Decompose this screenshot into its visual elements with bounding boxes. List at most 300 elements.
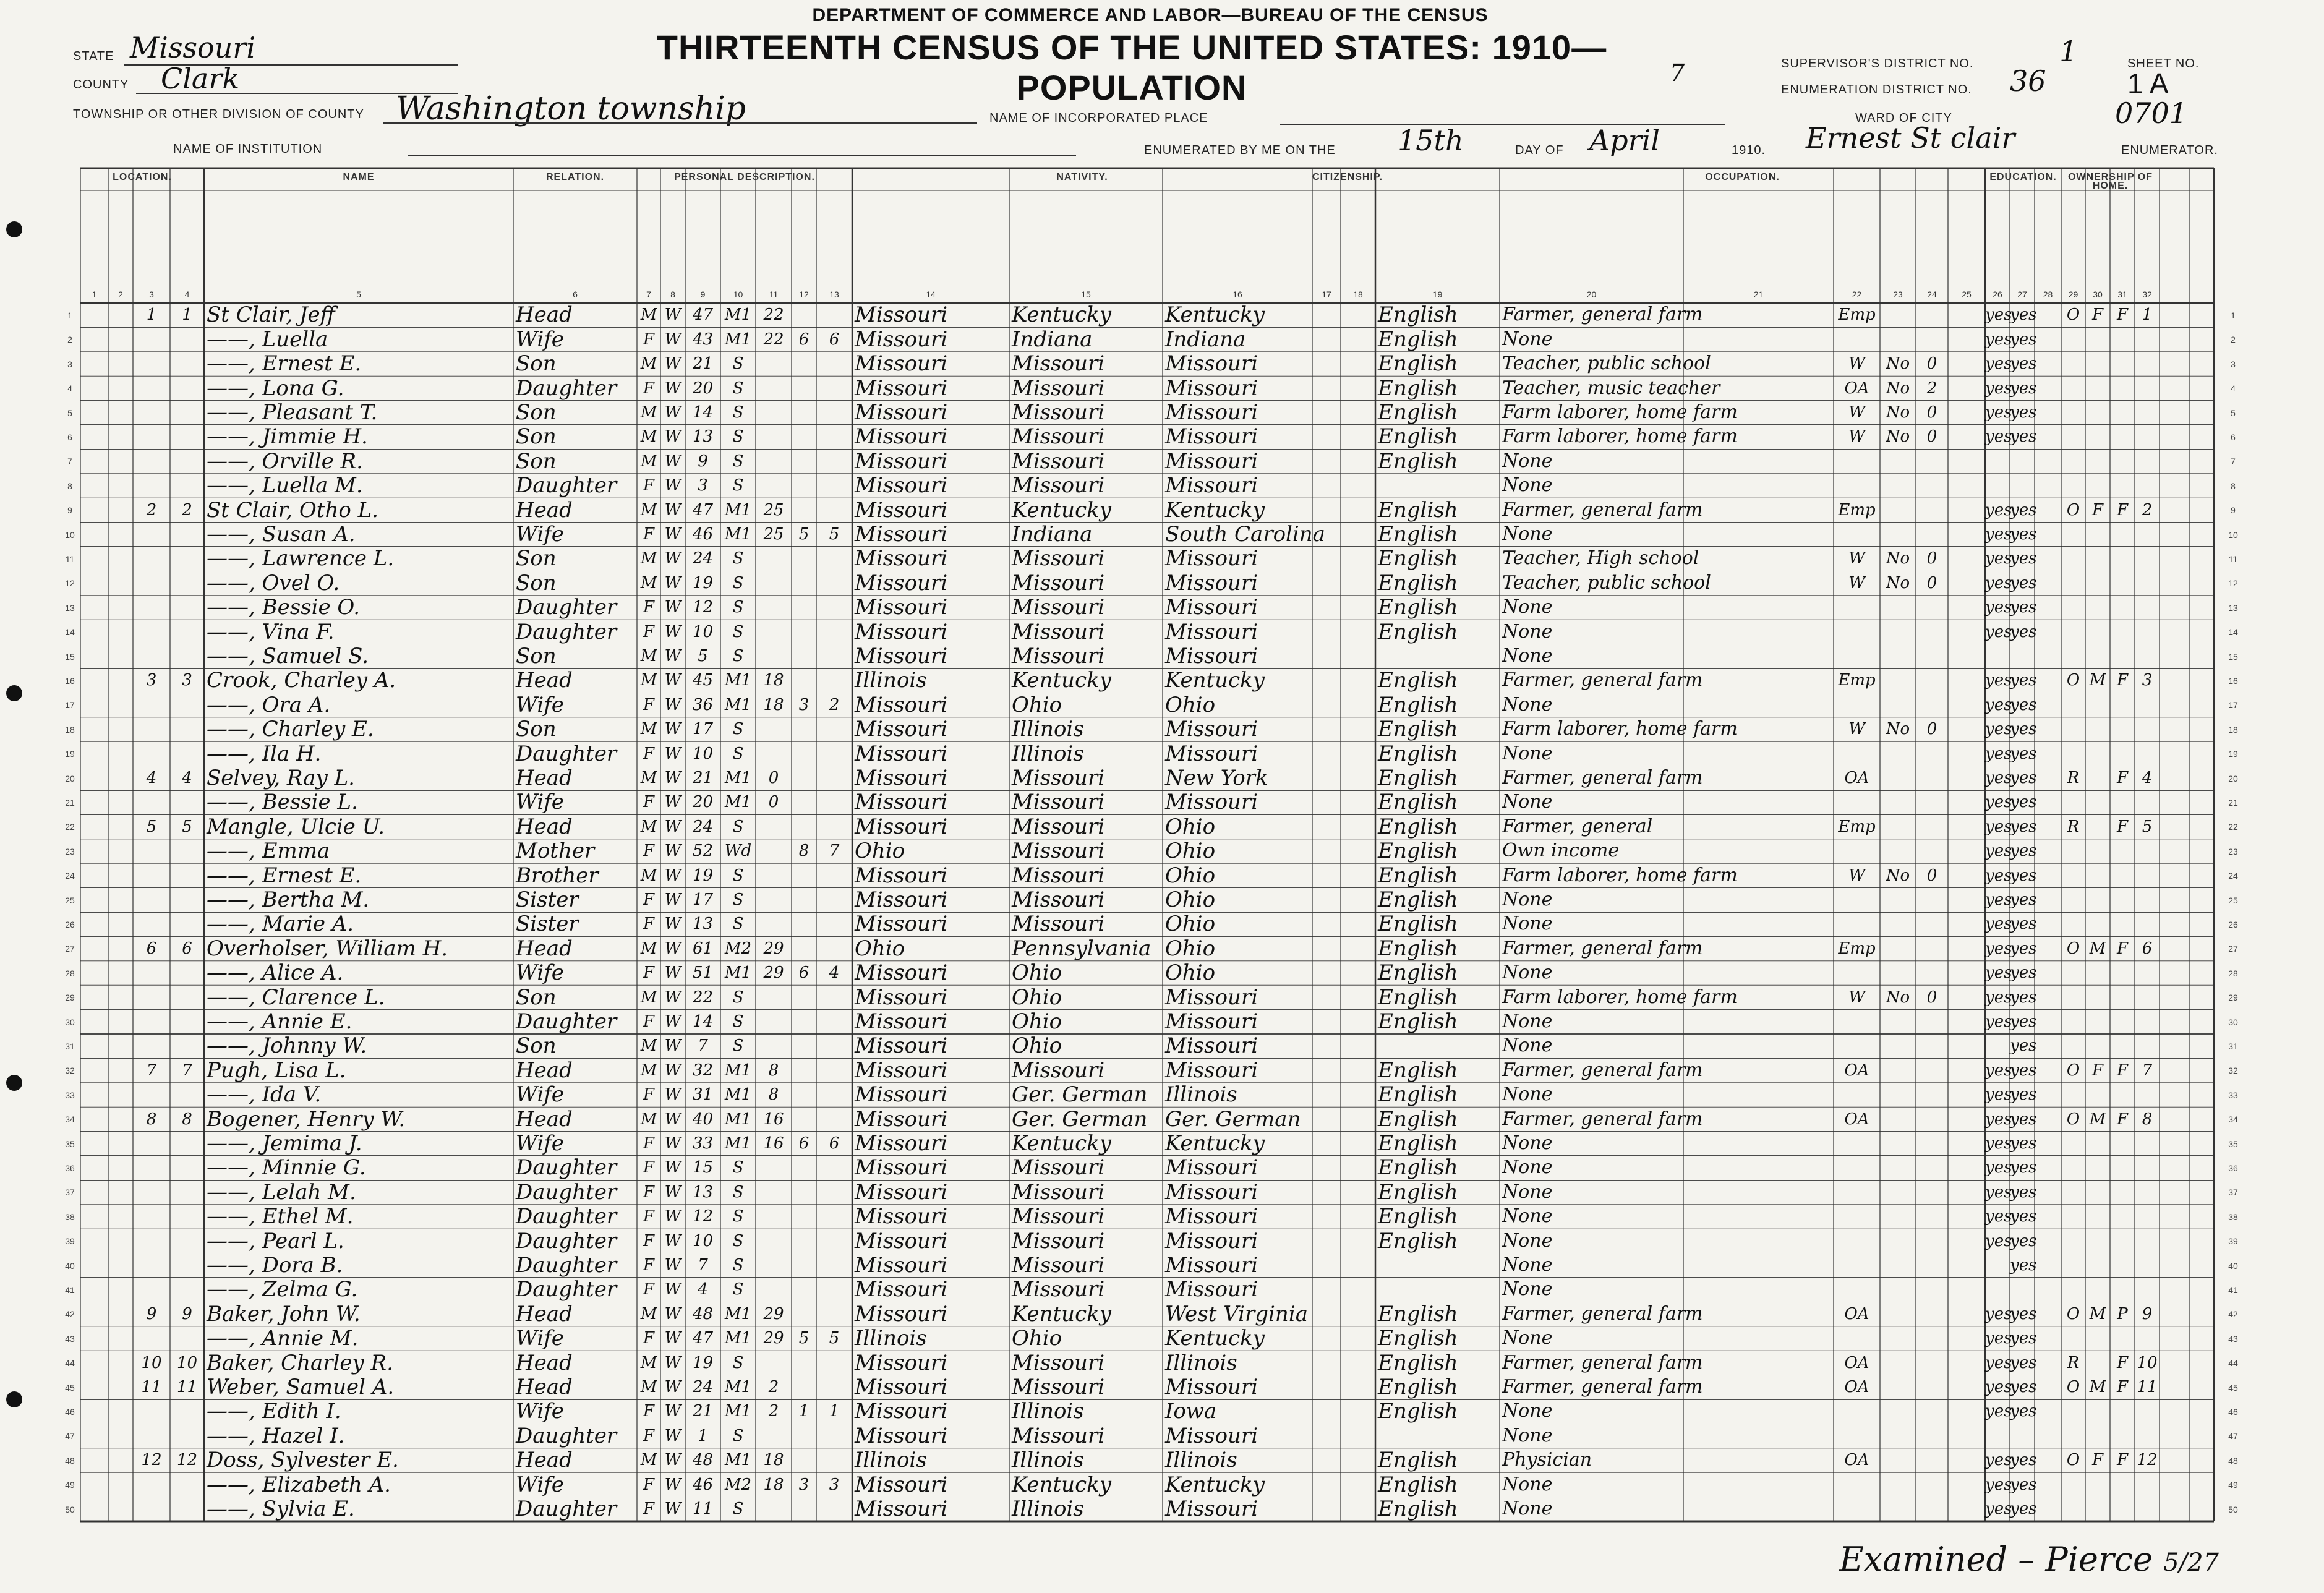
entry-mpob: Missouri bbox=[1165, 375, 1258, 401]
entry-age: 46 bbox=[692, 1475, 714, 1494]
entry-rd: yes bbox=[1985, 1182, 2012, 1202]
entry-name: St Clair, Jeff bbox=[207, 302, 335, 328]
entry-trade: Farmer, general farm bbox=[1502, 669, 1703, 691]
entry-pob: Missouri bbox=[855, 1350, 948, 1375]
entry-pob: Missouri bbox=[855, 1375, 948, 1399]
entry-mpob: New York bbox=[1165, 766, 1268, 790]
entry-rd: yes bbox=[1985, 1402, 2012, 1421]
entry-name: ——, Susan A. bbox=[207, 522, 356, 547]
entry-age: 24 bbox=[692, 549, 714, 568]
entry-age: 13 bbox=[692, 1182, 714, 1202]
entry-rd: yes bbox=[1985, 622, 2012, 641]
entry-lang: English bbox=[1378, 1057, 1458, 1083]
column-number: 25 bbox=[1962, 289, 1972, 299]
row-number-right: 42 bbox=[2228, 1309, 2238, 1320]
entry-age: 15 bbox=[692, 1158, 714, 1177]
entry-name: Bogener, Henry W. bbox=[207, 1106, 406, 1132]
entry-fam: 10 bbox=[176, 1353, 198, 1372]
entry-wr: yes bbox=[2010, 988, 2037, 1007]
entry-trade: Farmer, general farm bbox=[1502, 498, 1703, 521]
entry-cls: W bbox=[1848, 720, 1865, 739]
entry-hf: F bbox=[2116, 817, 2129, 836]
entry-ow: No bbox=[1886, 378, 1910, 398]
row-number-left: 48 bbox=[65, 1455, 75, 1466]
entry-lang: English bbox=[1378, 1350, 1458, 1375]
entry-fpob: Kentucky bbox=[1012, 302, 1111, 328]
entry-ms: S bbox=[732, 1500, 744, 1518]
entry-mpob: Missouri bbox=[1165, 1277, 1258, 1302]
entry-yrs: 0 bbox=[768, 793, 779, 812]
entry-rd: yes bbox=[1985, 1353, 2012, 1372]
entry-trade: Farmer, general farm bbox=[1502, 1059, 1703, 1081]
entry-name: Mangle, Ulcie U. bbox=[207, 814, 385, 839]
entry-trade: None bbox=[1502, 523, 1553, 545]
row-number-left: 15 bbox=[65, 651, 75, 662]
entry-fpob: Kentucky bbox=[1012, 497, 1111, 523]
entry-wr: yes bbox=[2010, 1329, 2037, 1348]
entry-race: W bbox=[664, 1182, 681, 1202]
row-number-left: 5 bbox=[67, 408, 72, 418]
entry-rel: Head bbox=[516, 1448, 573, 1473]
entry-ms: M1 bbox=[724, 500, 752, 519]
column-number: 1 bbox=[92, 289, 97, 299]
entry-fpob: Missouri bbox=[1012, 766, 1105, 790]
row-number-left: 50 bbox=[65, 1504, 75, 1514]
entry-hf: F bbox=[2116, 1451, 2129, 1470]
entry-race: W bbox=[664, 963, 681, 983]
entry-name: ——, Ora A. bbox=[207, 692, 331, 717]
entry-wr: yes bbox=[2010, 769, 2037, 787]
entry-ow: No bbox=[1886, 866, 1910, 885]
entry-mf: M bbox=[2089, 939, 2106, 958]
entry-name: ——, Lelah M. bbox=[207, 1179, 356, 1205]
entry-yrs: 18 bbox=[763, 1451, 784, 1470]
entry-lang: English bbox=[1378, 863, 1458, 888]
entry-name: Selvey, Ray L. bbox=[207, 766, 355, 790]
entry-age: 33 bbox=[692, 1134, 714, 1153]
entry-rd: yes bbox=[1985, 427, 2012, 446]
column-number: 6 bbox=[573, 289, 578, 299]
column-group-occupation: OCCUPATION. bbox=[1705, 172, 1780, 182]
entry-pob: Missouri bbox=[855, 546, 948, 571]
entry-pob: Missouri bbox=[855, 863, 948, 888]
entry-rd: yes bbox=[1985, 1378, 2012, 1396]
entry-wr: yes bbox=[2010, 1500, 2037, 1518]
entry-sex: F bbox=[643, 915, 655, 934]
entry-sex: M bbox=[640, 500, 657, 519]
entry-name: ——, Jimmie H. bbox=[207, 424, 368, 450]
entry-cl: 5 bbox=[829, 525, 840, 544]
row-number-right: 27 bbox=[2228, 944, 2238, 954]
row-number-left: 2 bbox=[67, 335, 72, 345]
entry-race: W bbox=[664, 1158, 681, 1177]
entry-age: 10 bbox=[692, 744, 714, 763]
entry-ch: 8 bbox=[798, 842, 810, 861]
entry-pob: Missouri bbox=[855, 1106, 948, 1132]
row-number-right: 24 bbox=[2228, 871, 2238, 881]
entry-rel: Head bbox=[516, 1106, 573, 1132]
entry-age: 10 bbox=[692, 622, 714, 641]
entry-mf: M bbox=[2089, 1304, 2106, 1323]
entry-race: W bbox=[664, 842, 681, 861]
entry-ms: M1 bbox=[724, 1378, 752, 1396]
entry-lang: English bbox=[1378, 327, 1458, 352]
entry-yrs: 0 bbox=[768, 769, 779, 787]
entry-ch: 5 bbox=[798, 1329, 810, 1348]
entry-fs: 2 bbox=[2142, 500, 2153, 519]
entry-sex: F bbox=[643, 476, 655, 495]
entry-sex: F bbox=[643, 963, 655, 983]
column-number: 27 bbox=[2017, 289, 2027, 299]
entry-rd: yes bbox=[1985, 866, 2012, 885]
entry-pob: Missouri bbox=[855, 960, 948, 986]
entry-name: ——, Bessie L. bbox=[207, 790, 358, 815]
entry-sex: M bbox=[640, 1451, 657, 1470]
entry-ms: S bbox=[732, 890, 744, 909]
entry-ms: S bbox=[732, 1256, 744, 1275]
entry-sex: M bbox=[640, 1378, 657, 1396]
entry-race: W bbox=[664, 890, 681, 909]
entry-age: 3 bbox=[698, 476, 708, 495]
entry-name: ——, Charley E. bbox=[207, 717, 374, 742]
entry-trade: None bbox=[1502, 1400, 1553, 1422]
entry-lang: English bbox=[1378, 400, 1458, 425]
entry-fpob: Illinois bbox=[1012, 1399, 1084, 1424]
entry-sex: M bbox=[640, 866, 657, 885]
entry-fpob: Missouri bbox=[1012, 375, 1105, 401]
entry-own: O bbox=[2066, 500, 2080, 519]
entry-mf: M bbox=[2089, 1378, 2106, 1396]
entry-ms: M1 bbox=[724, 1451, 752, 1470]
entry-lang: English bbox=[1378, 887, 1458, 912]
entry-pob: Illinois bbox=[855, 1448, 927, 1473]
entry-rel: Head bbox=[516, 1301, 573, 1326]
entry-sex: M bbox=[640, 988, 657, 1007]
entry-fs: 12 bbox=[2137, 1451, 2158, 1470]
entry-mpob: Missouri bbox=[1165, 400, 1258, 425]
entry-name: Overholser, William H. bbox=[207, 936, 448, 961]
entry-rel: Daughter bbox=[516, 1228, 617, 1253]
row-number-right: 28 bbox=[2228, 968, 2238, 978]
entry-hf: P bbox=[2117, 1304, 2128, 1323]
entry-sex: F bbox=[643, 1158, 655, 1177]
entry-race: W bbox=[664, 744, 681, 763]
row-number-left: 40 bbox=[65, 1260, 75, 1271]
entry-wr: yes bbox=[2010, 403, 2037, 422]
entry-name: Doss, Sylvester E. bbox=[207, 1448, 399, 1473]
column-group-citizenship: CITIZENSHIP. bbox=[1312, 172, 1383, 182]
entry-pob: Missouri bbox=[855, 1131, 948, 1156]
entry-pob: Missouri bbox=[855, 375, 948, 401]
entry-wk: 0 bbox=[1926, 573, 1937, 592]
entry-name: ——, Lawrence L. bbox=[207, 546, 395, 571]
entry-ms: S bbox=[732, 915, 744, 934]
entry-cls: W bbox=[1848, 866, 1865, 885]
entry-rd: yes bbox=[1985, 403, 2012, 422]
entry-wk: 0 bbox=[1926, 354, 1937, 374]
entry-ms: M1 bbox=[724, 1061, 752, 1080]
row-number-right: 15 bbox=[2228, 651, 2238, 662]
entry-trade: None bbox=[1502, 791, 1553, 813]
entry-trade: None bbox=[1502, 620, 1553, 643]
entry-sex: F bbox=[643, 1426, 655, 1445]
entry-race: W bbox=[664, 671, 681, 690]
entry-wr: yes bbox=[2010, 305, 2037, 325]
column-number: 17 bbox=[1322, 289, 1331, 299]
entry-hf: F bbox=[2116, 1378, 2129, 1396]
entry-trade: None bbox=[1502, 1035, 1553, 1057]
entry-dw: 8 bbox=[146, 1109, 157, 1129]
entry-lang: English bbox=[1378, 375, 1458, 401]
entry-cls: OA bbox=[1844, 1109, 1869, 1129]
entry-mpob: Missouri bbox=[1165, 790, 1258, 815]
entry-race: W bbox=[664, 793, 681, 812]
entry-ms: S bbox=[732, 1158, 744, 1177]
entry-cls: Emp bbox=[1838, 817, 1876, 836]
row-number-right: 44 bbox=[2228, 1358, 2238, 1369]
entry-age: 21 bbox=[692, 769, 714, 787]
row-number-right: 22 bbox=[2228, 822, 2238, 832]
entry-fpob: Missouri bbox=[1012, 814, 1105, 839]
entry-ms: M1 bbox=[724, 963, 752, 983]
entry-mf: M bbox=[2089, 671, 2106, 690]
entry-ms: S bbox=[732, 1207, 744, 1226]
entry-pob: Missouri bbox=[855, 1033, 948, 1059]
entry-sex: M bbox=[640, 354, 657, 374]
entry-lang: English bbox=[1378, 1082, 1458, 1108]
entry-race: W bbox=[664, 695, 681, 714]
entry-lang: English bbox=[1378, 1131, 1458, 1156]
column-number: 29 bbox=[2068, 289, 2078, 299]
entry-fpob: Ohio bbox=[1012, 1009, 1062, 1034]
entry-age: 1 bbox=[698, 1426, 708, 1445]
entry-pob: Missouri bbox=[855, 717, 948, 742]
entry-mpob: Missouri bbox=[1165, 984, 1258, 1010]
entry-wr: yes bbox=[2010, 330, 2037, 349]
entry-yrs: 16 bbox=[763, 1134, 784, 1153]
row-number-right: 45 bbox=[2228, 1382, 2238, 1393]
row-number-left: 24 bbox=[65, 871, 75, 881]
row-number-left: 26 bbox=[65, 920, 75, 929]
entry-mpob: Iowa bbox=[1165, 1399, 1217, 1424]
entry-sex: F bbox=[643, 1182, 655, 1202]
entry-trade: None bbox=[1502, 1156, 1553, 1179]
entry-pob: Missouri bbox=[855, 644, 948, 668]
row-number-left: 6 bbox=[67, 432, 72, 442]
entry-own: O bbox=[2066, 1304, 2080, 1323]
entry-fpob: Missouri bbox=[1012, 619, 1105, 644]
entry-ms: S bbox=[732, 403, 744, 422]
entry-rel: Daughter bbox=[516, 1277, 617, 1302]
entry-rd: yes bbox=[1985, 963, 2012, 983]
entry-ms: S bbox=[732, 1231, 744, 1250]
entry-yrs: 22 bbox=[763, 305, 784, 325]
entry-ms: S bbox=[732, 1426, 744, 1445]
sheet-value: 1 A bbox=[2127, 67, 2169, 100]
entry-ms: M1 bbox=[724, 1402, 752, 1421]
entry-sex: F bbox=[643, 1475, 655, 1494]
entry-age: 9 bbox=[698, 451, 708, 471]
entry-race: W bbox=[664, 598, 681, 617]
entry-fpob: Kentucky bbox=[1012, 668, 1111, 693]
entry-rd: yes bbox=[1985, 598, 2012, 617]
state-value: Missouri bbox=[130, 31, 256, 64]
row-number-left: 39 bbox=[65, 1236, 75, 1247]
column-number: 10 bbox=[733, 289, 743, 299]
entry-rel: Sister bbox=[516, 912, 579, 937]
entry-age: 47 bbox=[692, 1329, 714, 1348]
entry-mpob: Ohio bbox=[1165, 887, 1216, 912]
entry-yrs: 8 bbox=[768, 1061, 779, 1080]
entry-race: W bbox=[664, 500, 681, 519]
entry-mpob: Missouri bbox=[1165, 1375, 1258, 1399]
entry-trade: None bbox=[1502, 693, 1553, 715]
entry-trade: None bbox=[1502, 1132, 1553, 1154]
entry-mpob: Missouri bbox=[1165, 1423, 1258, 1448]
row-number-right: 36 bbox=[2228, 1163, 2238, 1173]
entry-age: 47 bbox=[692, 305, 714, 325]
entry-own: R bbox=[2067, 769, 2080, 787]
entry-race: W bbox=[664, 1061, 681, 1080]
entry-rel: Mother bbox=[516, 839, 595, 864]
entry-trade: Farm laborer, home farm bbox=[1502, 425, 1738, 448]
entry-mpob: Missouri bbox=[1165, 1155, 1258, 1181]
entry-mf: M bbox=[2089, 1109, 2106, 1129]
entry-trade: Own income bbox=[1502, 840, 1620, 862]
entry-hf: F bbox=[2116, 1109, 2129, 1129]
entry-trade: None bbox=[1502, 1083, 1553, 1106]
entry-cls: W bbox=[1848, 354, 1865, 374]
row-number-left: 25 bbox=[65, 895, 75, 905]
entry-wr: yes bbox=[2010, 744, 2037, 763]
row-number-left: 29 bbox=[65, 993, 75, 1003]
entry-rel: Daughter bbox=[516, 619, 617, 644]
entry-pob: Missouri bbox=[855, 692, 948, 717]
entry-lang: English bbox=[1378, 1204, 1458, 1229]
entry-mf: F bbox=[2091, 305, 2104, 325]
examined-date: 5/27 bbox=[2163, 1548, 2219, 1577]
row-number-left: 22 bbox=[65, 822, 75, 832]
enumeration-value: 36 bbox=[2010, 64, 2046, 98]
entry-rel: Head bbox=[516, 302, 573, 328]
row-number-right: 3 bbox=[2231, 359, 2236, 369]
entry-age: 51 bbox=[692, 963, 714, 983]
entry-pob: Missouri bbox=[855, 814, 948, 839]
row-number-right: 20 bbox=[2228, 773, 2238, 784]
entry-trade: None bbox=[1502, 1205, 1553, 1228]
entry-hf: F bbox=[2116, 1353, 2129, 1372]
entry-cl: 5 bbox=[829, 1329, 840, 1348]
entry-ms: S bbox=[732, 378, 744, 398]
entry-race: W bbox=[664, 1402, 681, 1421]
row-number-left: 33 bbox=[65, 1090, 75, 1100]
entry-rel: Wife bbox=[516, 1326, 564, 1351]
entry-name: Baker, Charley R. bbox=[207, 1350, 393, 1375]
entry-pob: Missouri bbox=[855, 1155, 948, 1181]
row-number-right: 12 bbox=[2228, 578, 2238, 589]
entry-wr: yes bbox=[2010, 1158, 2037, 1177]
entry-wr: yes bbox=[2010, 378, 2037, 398]
entry-rel: Daughter bbox=[516, 1009, 617, 1034]
entry-pob: Missouri bbox=[855, 448, 948, 474]
entry-race: W bbox=[664, 1426, 681, 1445]
entry-rd: yes bbox=[1985, 769, 2012, 787]
entry-trade: None bbox=[1502, 328, 1553, 350]
column-number: 31 bbox=[2117, 289, 2127, 299]
entry-rd: yes bbox=[1985, 573, 2012, 592]
entry-own: R bbox=[2067, 817, 2080, 836]
entry-race: W bbox=[664, 720, 681, 739]
entry-wr: yes bbox=[2010, 1182, 2037, 1202]
entry-pob: Missouri bbox=[855, 473, 948, 498]
entry-rd: yes bbox=[1985, 720, 2012, 739]
entry-fs: 4 bbox=[2142, 769, 2153, 787]
entry-ch: 5 bbox=[798, 525, 810, 544]
entry-name: Weber, Samuel A. bbox=[207, 1375, 395, 1399]
entry-wr: yes bbox=[2010, 573, 2037, 592]
entry-mpob: Missouri bbox=[1165, 351, 1258, 377]
entry-fs: 1 bbox=[2142, 305, 2153, 325]
entry-wr: yes bbox=[2010, 793, 2037, 812]
entry-wr: yes bbox=[2010, 427, 2037, 446]
entry-cl: 7 bbox=[829, 842, 840, 861]
entry-ms: S bbox=[732, 573, 744, 592]
column-number: 11 bbox=[769, 289, 779, 299]
entry-race: W bbox=[664, 1036, 681, 1056]
entry-fpob: Missouri bbox=[1012, 1423, 1105, 1448]
entry-trade: None bbox=[1502, 742, 1553, 764]
ward-label: WARD OF CITY bbox=[1855, 111, 1952, 125]
entry-name: ——, Emma bbox=[207, 839, 330, 864]
entry-pob: Missouri bbox=[855, 497, 948, 523]
entry-cls: Emp bbox=[1838, 305, 1876, 325]
entry-fam: 12 bbox=[176, 1451, 198, 1470]
entry-name: ——, Minnie G. bbox=[207, 1155, 366, 1181]
row-number-left: 28 bbox=[65, 968, 75, 978]
entry-pob: Missouri bbox=[855, 1009, 948, 1034]
column-number: 20 bbox=[1586, 289, 1597, 299]
entry-mpob: South Carolina bbox=[1165, 522, 1325, 547]
entry-name: ——, Marie A. bbox=[207, 912, 354, 937]
entry-own: O bbox=[2066, 1451, 2080, 1470]
entry-fpob: Missouri bbox=[1012, 1277, 1105, 1302]
row-number-right: 19 bbox=[2228, 749, 2238, 759]
row-number-left: 36 bbox=[65, 1163, 75, 1173]
entry-rel: Son bbox=[516, 717, 557, 742]
column-number: 22 bbox=[1852, 289, 1862, 299]
entry-fpob: Missouri bbox=[1012, 1179, 1105, 1205]
row-number-left: 1 bbox=[67, 310, 72, 320]
row-number-right: 14 bbox=[2228, 627, 2238, 638]
entry-sex: F bbox=[643, 1256, 655, 1275]
entry-ow: No bbox=[1886, 354, 1910, 374]
entry-lang: English bbox=[1378, 546, 1458, 571]
entry-race: W bbox=[664, 939, 681, 958]
column-number: 12 bbox=[799, 289, 809, 299]
entry-rel: Head bbox=[516, 668, 573, 693]
entry-dw: 6 bbox=[146, 939, 157, 958]
row-number-left: 43 bbox=[65, 1333, 75, 1344]
entry-fpob: Missouri bbox=[1012, 790, 1105, 815]
entry-rd: yes bbox=[1985, 305, 2012, 325]
column-group-nativity: NATIVITY. bbox=[1056, 172, 1108, 182]
entry-fpob: Missouri bbox=[1012, 424, 1105, 450]
entry-race: W bbox=[664, 915, 681, 934]
entry-sex: F bbox=[643, 622, 655, 641]
row-number-left: 12 bbox=[65, 578, 75, 589]
entry-yrs: 8 bbox=[768, 1085, 779, 1104]
row-number-right: 48 bbox=[2228, 1455, 2238, 1466]
